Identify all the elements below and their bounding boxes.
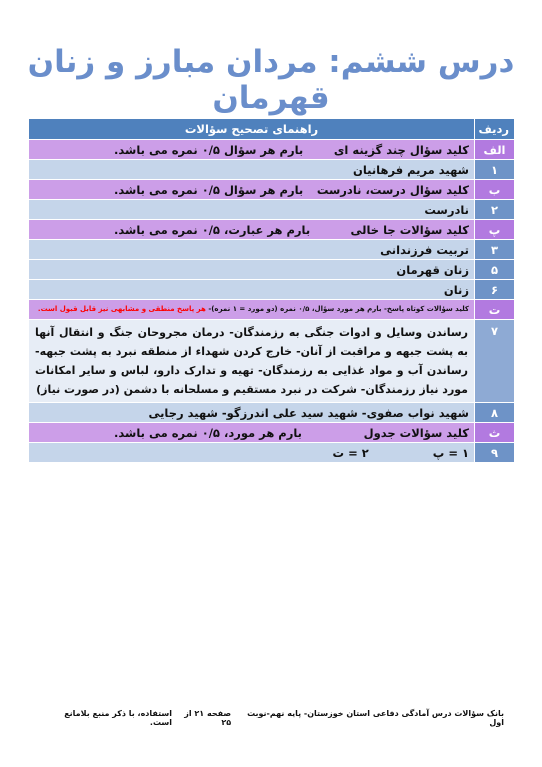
row-index: ۹	[475, 443, 515, 463]
table-row	[29, 280, 515, 300]
table-row	[29, 240, 515, 260]
page-footer	[40, 709, 504, 727]
table-row	[29, 200, 515, 220]
table-row	[29, 160, 515, 180]
footer-source: بانک سؤالات درس آمادگی دفاعی استان خوزستان- پایه نهم-نوبت اول	[247, 709, 504, 727]
footer-page-number: صفحه ۲۱ از ۲۵	[184, 709, 232, 727]
row-index: الف	[475, 140, 515, 160]
row-content	[29, 443, 475, 463]
row-note: بارم هر سؤال ۰/۵ نمره می باشد.	[114, 142, 304, 157]
row-index: ۷	[475, 320, 515, 403]
header-title: راهنمای تصحیح سؤالات	[29, 119, 475, 140]
row-index: پ	[475, 220, 515, 240]
row-index: ۲	[475, 200, 515, 220]
row-content	[29, 220, 475, 240]
row-text: زنان	[29, 280, 475, 300]
row-text: رساندن وسایل و ادوات جنگی به رزمندگان- درمان مجروحان جنگ و انتقال آنها به پشت جبهه و مراقبت از آنان- خارج کردن شهداء از منطقه نبرد به پشت جبهه- رساندن آب و مواد غذایی به رزمندگان- تهیه و تدارک دارو، لباس و سایر امکانات مورد نیاز رزمندگان- شرکت در نبرد مستقیم و مسلحانه با دشمن (در صورت نیاز)	[29, 320, 475, 403]
table-row	[29, 423, 515, 443]
table-row	[29, 300, 515, 320]
row-text: کلید سؤال چند گزینه ای	[333, 142, 469, 157]
row-index: ت	[475, 300, 515, 320]
row-note: بارم هر مورد، ۰/۵ نمره می باشد.	[114, 425, 302, 440]
row-content	[29, 180, 475, 200]
row-content	[29, 140, 475, 160]
row-content	[29, 300, 475, 320]
table-row	[29, 180, 515, 200]
table-row	[29, 403, 515, 423]
row-index: ۱	[475, 160, 515, 180]
table-header	[29, 119, 515, 140]
row-text: کلید سؤالات کوتاه پاسخ- بارم هر مورد سؤال، ۰/۵ نمره (دو مورد = ۱ نمره)-	[208, 305, 469, 313]
row-index: ۳	[475, 240, 515, 260]
table-row	[29, 443, 515, 463]
header-index: ردیف	[475, 119, 515, 140]
answer-key-table	[28, 118, 515, 463]
row-note: بارم هر سؤال ۰/۵ نمره می باشد.	[114, 182, 304, 197]
table-row	[29, 260, 515, 280]
row-index: ۸	[475, 403, 515, 423]
row-index: ب	[475, 180, 515, 200]
row-index: ث	[475, 423, 515, 443]
page-title: درس ششم: مردان مبارز و زنان قهرمان	[27, 44, 515, 116]
row-text: زنان قهرمان	[29, 260, 475, 280]
row-text: کلید سؤالات جا خالی	[350, 222, 469, 237]
table-row	[29, 320, 515, 403]
row-note: بارم هر عبارت، ۰/۵ نمره می باشد.	[114, 222, 311, 237]
row-index: ۵	[475, 260, 515, 280]
row-text-2: ۲ = ت	[332, 445, 369, 460]
row-text: تربیت فرزندانی	[29, 240, 475, 260]
row-index: ۶	[475, 280, 515, 300]
row-text: شهید نواب صفوی- شهید سید علی اندرزگو- شهید رجایی	[29, 403, 475, 423]
footer-usage-note: استفاده، با ذکر منبع بلامانع است.	[64, 709, 173, 727]
row-text: کلید سؤال درست، نادرست	[316, 182, 469, 197]
row-text: ۱ = پ	[432, 445, 469, 460]
row-text: نادرست	[29, 200, 475, 220]
row-content	[29, 423, 475, 443]
row-red-note: هر پاسخ منطقی و مشابهی نیز قابل قبول است.	[37, 305, 206, 313]
row-text: کلید سؤالات جدول	[363, 425, 469, 440]
table-row	[29, 140, 515, 160]
row-text: شهید مریم فرهانیان	[29, 160, 475, 180]
table-row	[29, 220, 515, 240]
